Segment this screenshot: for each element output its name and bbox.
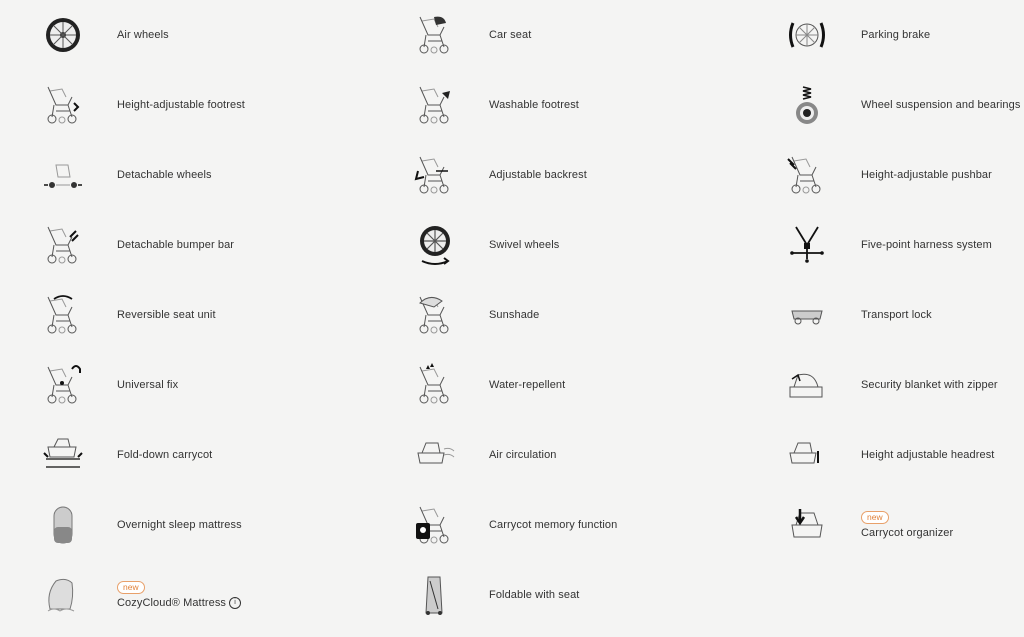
washable-footrest-icon (414, 83, 456, 127)
feature-label (489, 29, 531, 41)
feature-item (372, 490, 744, 560)
parking-brake-icon (786, 13, 828, 57)
feature-text (861, 379, 998, 391)
feature-label (489, 99, 579, 111)
feature-label-text: Wheel suspension and bearings (861, 99, 1021, 111)
feature-text (117, 99, 245, 111)
feature-item (744, 280, 1024, 350)
feature-label (861, 29, 930, 41)
feature-item (372, 0, 744, 70)
feature-label (489, 169, 587, 181)
new-badge: new (117, 581, 145, 594)
mattress-icon (42, 503, 84, 547)
air-wheel-icon (42, 13, 84, 57)
cozycloud-icon (42, 573, 84, 617)
feature-label (117, 309, 216, 321)
feature-item (372, 420, 744, 490)
feature-label-text: Security blanket with zipper (861, 379, 998, 391)
feature-item (0, 560, 372, 630)
feature-text (117, 169, 212, 181)
feature-label (861, 449, 994, 461)
feature-item (0, 420, 372, 490)
feature-label (117, 379, 178, 391)
feature-text (861, 29, 930, 41)
feature-text (489, 29, 531, 41)
feature-text (861, 449, 994, 461)
fold-carrycot-icon (42, 433, 84, 477)
feature-text (117, 239, 234, 251)
feature-label (861, 239, 992, 251)
feature-text (117, 379, 178, 391)
feature-label-text: Washable footrest (489, 99, 579, 111)
memory-function-icon (414, 503, 456, 547)
backrest-icon (414, 153, 456, 197)
feature-text (861, 239, 992, 251)
feature-text (861, 99, 1020, 111)
feature-item (744, 0, 1024, 70)
feature-text (489, 449, 557, 461)
feature-text (489, 99, 579, 111)
feature-label-text: Five-point harness system (861, 239, 992, 251)
feature-item (0, 70, 372, 140)
bumper-bar-icon (42, 223, 84, 267)
feature-text (861, 309, 932, 321)
feature-label-text: Reversible seat unit (117, 309, 216, 321)
feature-label (117, 519, 242, 531)
feature-text (489, 519, 617, 531)
feature-label-text: Height-adjustable pushbar (861, 169, 992, 181)
feature-text (117, 581, 241, 609)
feature-label (861, 99, 1020, 111)
feature-label-text: Transport lock (861, 309, 932, 321)
car-seat-icon (414, 13, 456, 57)
feature-label-text: CozyCloud® Mattress (117, 596, 227, 609)
feature-label-text: Carrycot memory function (489, 519, 618, 531)
feature-item (372, 70, 744, 140)
feature-label-text: Carrycot organizer (861, 527, 954, 539)
feature-text (117, 309, 216, 321)
feature-item (744, 490, 1024, 560)
feature-label (861, 169, 992, 181)
feature-label (117, 239, 234, 251)
feature-item (0, 140, 372, 210)
feature-text (861, 511, 953, 539)
feature-label (117, 597, 241, 609)
feature-label-text: Foldable with seat (489, 589, 580, 601)
feature-item (0, 350, 372, 420)
headrest-icon (786, 433, 828, 477)
feature-item (744, 350, 1024, 420)
feature-item (0, 0, 372, 70)
feature-label (117, 169, 212, 181)
feature-label-text: Overnight sleep mattress (117, 519, 242, 531)
feature-label-text: Fold-down carrycot (117, 449, 213, 461)
transport-lock-icon (786, 293, 828, 337)
feature-item (372, 280, 744, 350)
feature-text (489, 309, 539, 321)
organizer-icon (786, 503, 828, 547)
feature-label-text: Height-adjustable footrest (117, 99, 245, 111)
feature-text (489, 239, 559, 251)
feature-item (744, 210, 1024, 280)
feature-text (489, 589, 579, 601)
feature-label (861, 379, 998, 391)
feature-label (861, 527, 953, 539)
feature-label-text: Water-repellent (489, 379, 566, 391)
feature-text (117, 29, 169, 41)
feature-label (861, 309, 932, 321)
feature-item (372, 210, 744, 280)
feature-label (489, 519, 617, 531)
feature-item (744, 140, 1024, 210)
feature-label-text: Universal fix (117, 379, 179, 391)
feature-label (117, 99, 245, 111)
feature-text (489, 169, 587, 181)
blanket-zipper-icon (786, 363, 828, 407)
feature-item (372, 140, 744, 210)
feature-item (372, 560, 744, 630)
feature-label-text: Adjustable backrest (489, 169, 587, 181)
feature-item (744, 420, 1024, 490)
pushbar-icon (786, 153, 828, 197)
feature-label (489, 589, 579, 601)
feature-label (489, 239, 559, 251)
feature-item (744, 70, 1024, 140)
reversible-seat-icon (42, 293, 84, 337)
feature-text (117, 519, 242, 531)
feature-label (489, 379, 565, 391)
sunshade-icon (414, 293, 456, 337)
foldable-icon (414, 573, 456, 617)
feature-label (489, 309, 539, 321)
detachable-wheels-icon (42, 153, 84, 197)
water-repellent-icon (414, 363, 456, 407)
feature-label-text: Height adjustable headrest (861, 449, 995, 461)
feature-label-text: Detachable wheels (117, 169, 212, 181)
wheel-suspension-icon (786, 83, 828, 127)
new-badge: new (861, 511, 889, 524)
universal-fix-icon (42, 363, 84, 407)
feature-label-text: Air circulation (489, 449, 557, 461)
feature-label (117, 29, 169, 41)
feature-item (0, 210, 372, 280)
footrest-adjust-icon (42, 83, 84, 127)
swivel-wheel-icon (414, 223, 456, 267)
feature-label-text: Air wheels (117, 29, 169, 41)
feature-label (489, 449, 557, 461)
feature-item (0, 490, 372, 560)
feature-text (861, 169, 992, 181)
feature-label-text: Detachable bumper bar (117, 239, 235, 251)
feature-label-text: Sunshade (489, 309, 540, 321)
feature-item (0, 280, 372, 350)
air-circulation-icon (414, 433, 456, 477)
feature-label-text: Swivel wheels (489, 239, 560, 251)
feature-label (117, 449, 212, 461)
feature-label-text: Parking brake (861, 29, 931, 41)
feature-text (489, 379, 565, 391)
harness-icon (786, 223, 828, 267)
info-icon[interactable]: i (229, 597, 241, 609)
feature-label-text: Car seat (489, 29, 532, 41)
feature-item (372, 350, 744, 420)
feature-text (117, 449, 212, 461)
